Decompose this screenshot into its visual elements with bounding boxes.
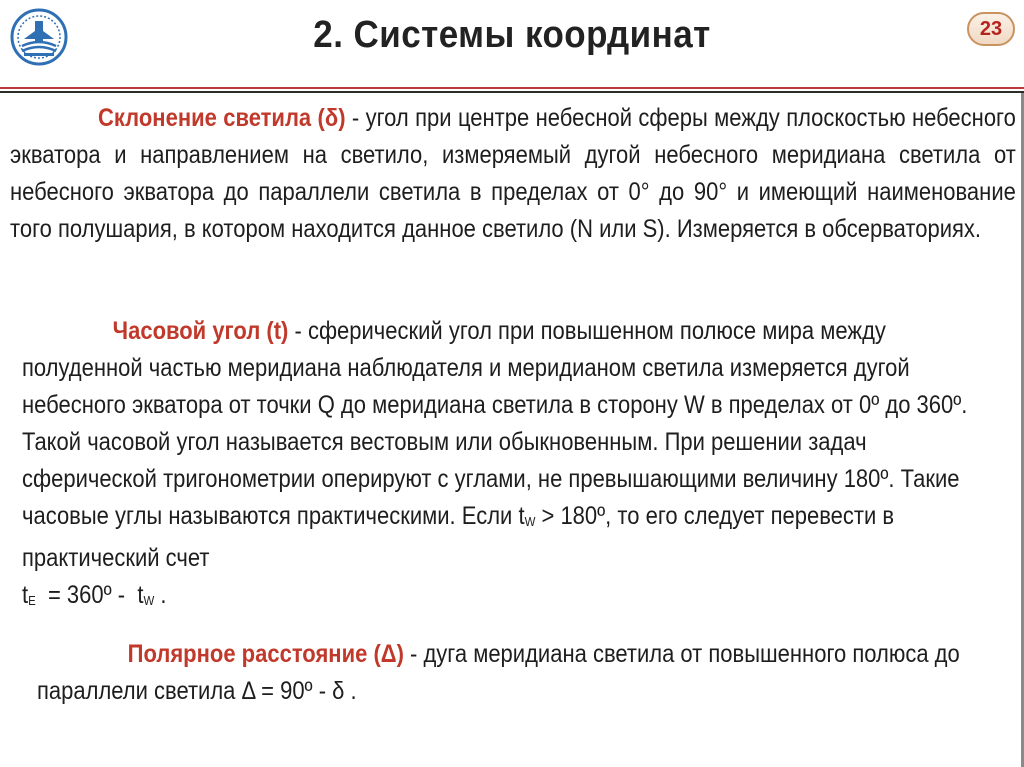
hour-angle-paragraph [22, 313, 972, 619]
polar-distance-paragraph [37, 636, 987, 710]
declination-term: Склонение светила (δ) [98, 104, 346, 132]
hour-angle-text-2: > 180º, то его следует перевести в практический счет [22, 502, 895, 572]
declination-text: - угол при центре небесной сферы между плоскостью небесного экватора и направлением на светило, измеряемый дугой небесного меридиана светила от небесного экватора до параллели светила в пределах от 0° до 90° и имеющий наименование того полушария, в котором находится данное светило (N или S). Измеряется в обсерваториях. [10, 104, 1016, 243]
formula-end: . [154, 581, 167, 609]
title-divider-dark [0, 91, 1024, 93]
page-title: 2. Системы координат [313, 14, 711, 56]
polar-distance-term: Полярное расстояние (Δ) [127, 640, 404, 668]
polar-distance-text: - дуга меридиана светила от повышенного полюса до параллели светила Δ = 90º - δ . [37, 640, 960, 705]
subscript-w-2: W [143, 593, 155, 608]
subscript-e: E [28, 593, 36, 608]
title-divider-red [0, 87, 1024, 89]
hour-angle-term: Часовой угол (t) [112, 317, 289, 345]
subscript-w: W [524, 514, 536, 529]
page-number-badge: 23 [967, 12, 1015, 46]
declination-paragraph [10, 100, 1016, 248]
formula-t: t [22, 581, 29, 609]
formula-mid: = 360º - t [35, 581, 144, 609]
hour-angle-text: - сферический угол при повышенном полюсе мира между полуденной частью меридиана наблюдателя и меридианом светила измеряется дугой небесного экватора от точки Q до меридиана светила в сторону W в пределах от 0º до 360º. Такой часовой угол называется вестовым или обыкновенным. При решении задач сферической тригонометрии оперируют с углами, не превышающими величину 180º. Такие часовые углы называются практическими. Если t [22, 317, 968, 530]
